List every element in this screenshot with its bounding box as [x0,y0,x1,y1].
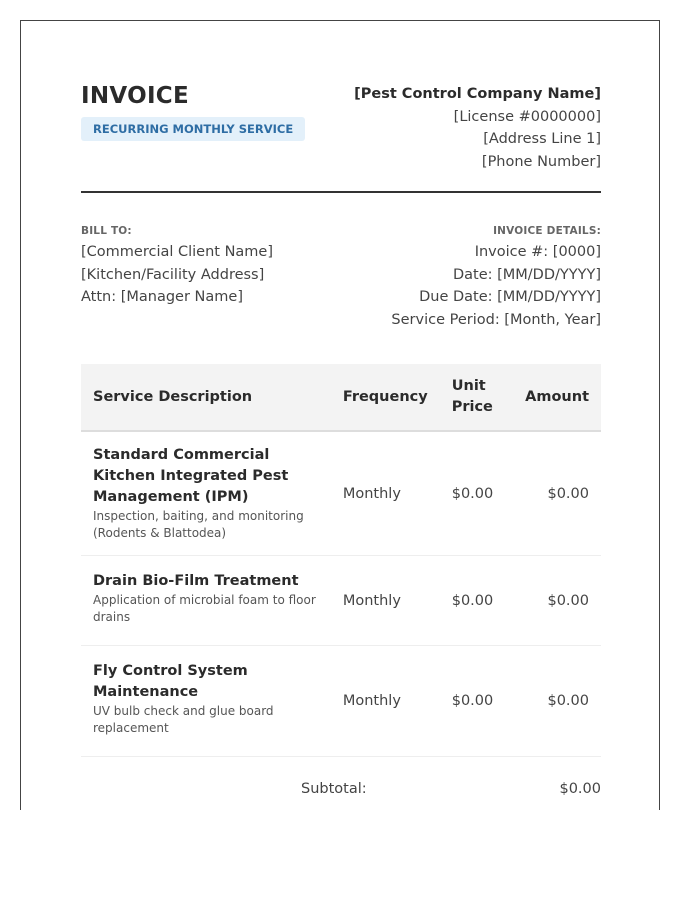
service-note: UV bulb check and glue board replacement [93,704,274,735]
bill-to-label: BILL TO: [81,225,132,237]
unit-price-cell: $0.00 [440,431,513,556]
subtotal-label: Subtotal: [301,781,367,797]
service-note: Inspection, baiting, and monitoring (Rodents & Blattodea) [93,509,304,540]
frequency-cell: Monthly [331,431,440,556]
amount-cell: $0.00 [513,556,601,646]
invoice-page [20,20,660,810]
service-note: Application of microbial foam to floor drains [93,593,316,624]
service-period: Service Period: [Month, Year] [391,311,601,328]
header-divider [81,191,601,193]
table-row [81,556,601,646]
frequency-cell: Monthly [331,556,440,646]
invoice-header [81,83,601,193]
company-name: [Pest Control Company Name] [354,86,601,102]
table-header-row [81,364,601,431]
subtotal-value: $0.00 [559,781,601,797]
invoice-details-section [391,224,601,331]
unit-price-cell: $0.00 [440,556,513,646]
table-row [81,431,601,556]
company-license: [License #0000000] [453,108,601,125]
service-description-cell [81,556,331,646]
amount-cell: $0.00 [513,646,601,757]
services-table [81,364,601,757]
company-address: [Address Line 1] [483,131,601,147]
invoice-due-date: Due Date: [MM/DD/YYYY] [419,289,601,305]
header-service-description: Service Description [81,364,331,431]
service-description-cell [81,431,331,556]
client-address: [Kitchen/Facility Address] [81,266,265,283]
bill-to-section [81,224,273,309]
service-name: Fly Control System Maintenance [93,663,248,700]
unit-price-cell: $0.00 [440,646,513,757]
client-name: [Commercial Client Name] [81,244,274,260]
invoice-date: Date: [MM/DD/YYYY] [452,266,601,283]
amount-cell: $0.00 [513,431,601,556]
invoice-title: INVOICE [81,83,190,109]
header-unit-price: Unit Price [440,364,513,431]
service-description-cell [81,646,331,757]
company-info [354,83,601,173]
company-phone: [Phone Number] [481,153,601,170]
frequency-cell: Monthly [331,646,440,757]
recurring-service-badge: RECURRING MONTHLY SERVICE [81,117,305,141]
invoice-details-label: INVOICE DETAILS: [493,225,601,237]
service-name: Standard Commercial Kitchen Integrated Pest Management (IPM) [93,447,289,505]
header-frequency: Frequency [331,364,440,431]
client-attn: Attn: [Manager Name] [81,289,243,305]
table-row [81,646,601,757]
invoice-number: Invoice #: [0000] [474,244,601,260]
header-amount: Amount [513,364,601,431]
service-name: Drain Bio-Film Treatment [93,573,299,589]
